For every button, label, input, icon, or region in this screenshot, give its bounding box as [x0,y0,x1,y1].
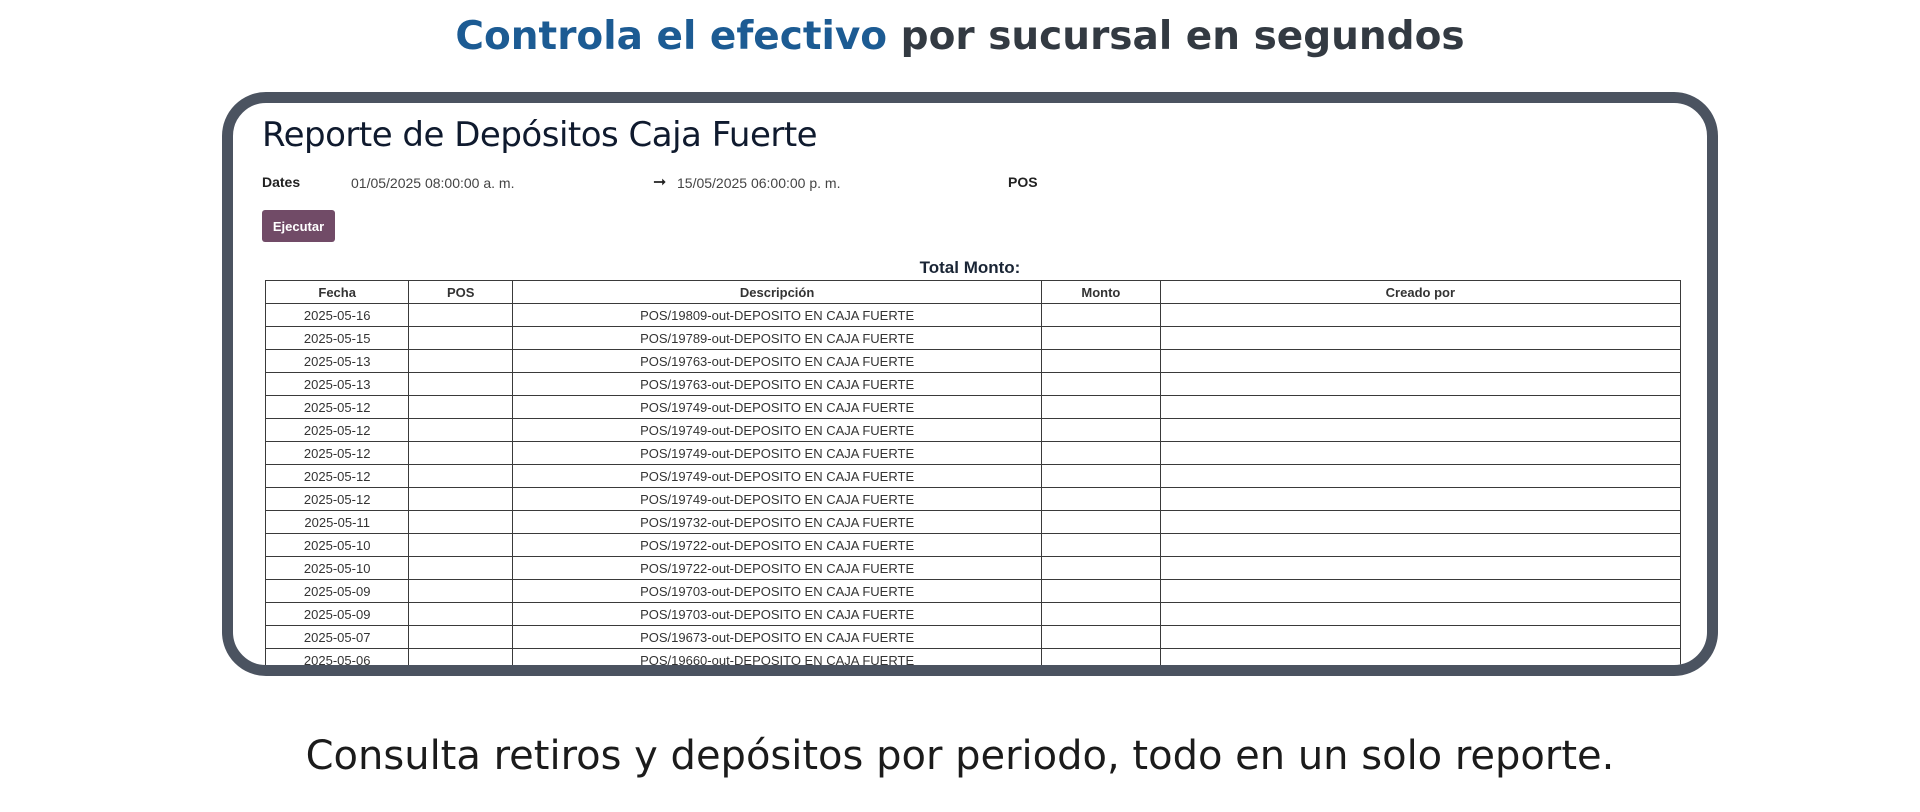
cell-descripcion: POS/19673-out-DEPOSITO EN CAJA FUERTE [513,626,1042,649]
cell-pos [409,488,513,511]
cell-creado-por [1160,419,1680,442]
table-row [266,396,1681,419]
cell-creado-por [1160,626,1680,649]
cell-pos [409,465,513,488]
arrow-right-icon: ➞ [653,174,667,191]
cell-descripcion: POS/19749-out-DEPOSITO EN CAJA FUERTE [513,488,1042,511]
table-header-row [266,281,1681,304]
cell-descripcion: POS/19789-out-DEPOSITO EN CAJA FUERTE [513,327,1042,350]
cell-pos [409,557,513,580]
cell-pos [409,626,513,649]
cell-monto [1042,580,1161,603]
cell-monto [1042,511,1161,534]
cell-descripcion: POS/19732-out-DEPOSITO EN CAJA FUERTE [513,511,1042,534]
date-to-field[interactable]: 15/05/2025 06:00:00 p. m. [677,175,841,191]
report-title: Reporte de Depósitos Caja Fuerte [262,115,818,155]
table-row [266,465,1681,488]
cell-pos [409,603,513,626]
dates-label: Dates [262,174,301,190]
cell-descripcion: POS/19722-out-DEPOSITO EN CAJA FUERTE [513,557,1042,580]
cell-pos [409,304,513,327]
table-row [266,327,1681,350]
cell-monto [1042,442,1161,465]
headline-accent: Controla el efectivo [455,14,888,59]
cell-descripcion: POS/19703-out-DEPOSITO EN CAJA FUERTE [513,603,1042,626]
table-row [266,373,1681,396]
cell-descripcion: POS/19763-out-DEPOSITO EN CAJA FUERTE [513,350,1042,373]
column-header-pos: POS [409,281,513,304]
cell-creado-por [1160,580,1680,603]
cell-descripcion: POS/19703-out-DEPOSITO EN CAJA FUERTE [513,580,1042,603]
cell-creado-por [1160,649,1680,666]
cell-pos [409,511,513,534]
table-row [266,557,1681,580]
device-frame [222,92,1718,676]
table-row [266,442,1681,465]
cell-descripcion: POS/19809-out-DEPOSITO EN CAJA FUERTE [513,304,1042,327]
promo-headline [0,14,1920,59]
table-row [266,350,1681,373]
cell-descripcion: POS/19749-out-DEPOSITO EN CAJA FUERTE [513,396,1042,419]
cell-fecha: 2025-05-09 [266,580,409,603]
cell-creado-por [1160,511,1680,534]
promo-caption: Consulta retiros y depósitos por periodo, todo en un solo reporte. [305,733,1615,779]
cell-monto [1042,396,1161,419]
cell-fecha: 2025-05-11 [266,511,409,534]
cell-fecha: 2025-05-07 [266,626,409,649]
cell-monto [1042,419,1161,442]
cell-monto [1042,350,1161,373]
pos-filter-label: POS [1008,174,1038,190]
cell-fecha: 2025-05-12 [266,419,409,442]
column-header-creado-por: Creado por [1160,281,1680,304]
cell-monto [1042,465,1161,488]
table-row [266,649,1681,666]
cell-creado-por [1160,442,1680,465]
cell-fecha: 2025-05-10 [266,557,409,580]
headline-rest: por sucursal en segundos [887,14,1465,59]
cell-monto [1042,373,1161,396]
cell-creado-por [1160,327,1680,350]
table-row [266,626,1681,649]
cell-pos [409,396,513,419]
cell-pos [409,649,513,666]
cell-fecha: 2025-05-12 [266,488,409,511]
cell-creado-por [1160,488,1680,511]
cell-pos [409,534,513,557]
cell-creado-por [1160,465,1680,488]
cell-descripcion: POS/19749-out-DEPOSITO EN CAJA FUERTE [513,419,1042,442]
cell-monto [1042,488,1161,511]
cell-pos [409,580,513,603]
cell-fecha: 2025-05-12 [266,396,409,419]
cell-fecha: 2025-05-10 [266,534,409,557]
table-row [266,488,1681,511]
table-row [266,534,1681,557]
cell-monto [1042,304,1161,327]
cell-fecha: 2025-05-09 [266,603,409,626]
cell-pos [409,327,513,350]
table-row [266,304,1681,327]
cell-fecha: 2025-05-12 [266,465,409,488]
run-report-button[interactable]: Ejecutar [262,210,335,242]
cell-pos [409,373,513,396]
cell-creado-por [1160,373,1680,396]
cell-monto [1042,534,1161,557]
cell-pos [409,350,513,373]
cell-fecha: 2025-05-13 [266,373,409,396]
cell-creado-por [1160,557,1680,580]
cell-creado-por [1160,396,1680,419]
table-body [266,304,1681,666]
cell-monto [1042,649,1161,666]
cell-monto [1042,327,1161,350]
cell-descripcion: POS/19722-out-DEPOSITO EN CAJA FUERTE [513,534,1042,557]
cell-fecha: 2025-05-16 [266,304,409,327]
cell-pos [409,419,513,442]
cell-fecha: 2025-05-13 [266,350,409,373]
cell-creado-por [1160,534,1680,557]
cell-descripcion: POS/19749-out-DEPOSITO EN CAJA FUERTE [513,465,1042,488]
cell-monto [1042,557,1161,580]
cell-fecha: 2025-05-15 [266,327,409,350]
deposits-table [265,280,1681,665]
cell-descripcion: POS/19763-out-DEPOSITO EN CAJA FUERTE [513,373,1042,396]
table-row [266,419,1681,442]
cell-fecha: 2025-05-12 [266,442,409,465]
table-row [266,603,1681,626]
cell-creado-por [1160,350,1680,373]
cell-creado-por [1160,603,1680,626]
cell-creado-por [1160,304,1680,327]
cell-descripcion: POS/19749-out-DEPOSITO EN CAJA FUERTE [513,442,1042,465]
cell-fecha: 2025-05-06 [266,649,409,666]
date-from-field[interactable]: 01/05/2025 08:00:00 a. m. [351,175,515,191]
total-amount-label: Total Monto: [919,258,1021,277]
cell-pos [409,442,513,465]
table-row [266,580,1681,603]
column-header-fecha: Fecha [266,281,409,304]
cell-monto [1042,603,1161,626]
cell-descripcion: POS/19660-out-DEPOSITO EN CAJA FUERTE [513,649,1042,666]
report-screen [233,103,1707,665]
cell-monto [1042,626,1161,649]
column-header-descripcion: Descripción [513,281,1042,304]
column-header-monto: Monto [1042,281,1161,304]
table-row [266,511,1681,534]
